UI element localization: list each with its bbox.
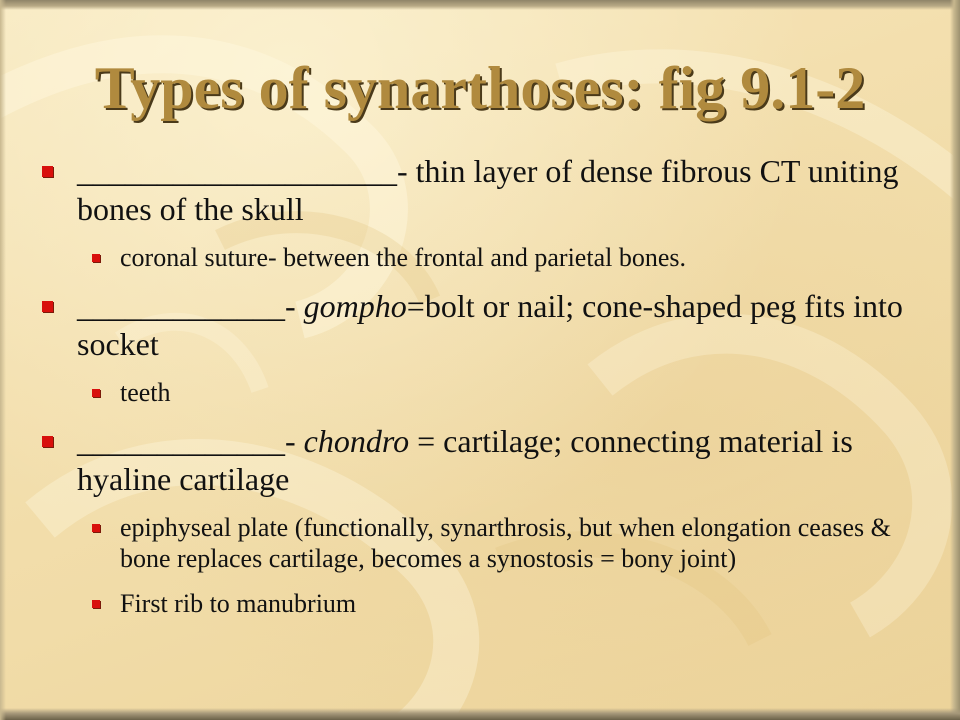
frame-top-edge — [0, 0, 960, 10]
square-bullet-icon — [92, 389, 100, 397]
square-bullet-icon — [42, 436, 53, 447]
square-bullet-icon — [92, 524, 100, 532]
sub-bullet-teeth — [40, 377, 920, 408]
sub-item-text: First rib to manubrium — [120, 589, 357, 618]
italic-term: gompho — [303, 288, 407, 324]
bullet-item-synchondroses — [40, 422, 920, 498]
slide-title: Types of synarthoses: fig 9.1-2 — [94, 55, 866, 121]
sub-bullet-epiphyseal-plate — [40, 512, 920, 574]
sub-item-text: coronal suture- between the frontal and parietal bones. — [120, 243, 686, 272]
sub-bullet-first-rib — [40, 588, 920, 619]
item-text: = cartilage; connecting material is hyaline cartilage — [77, 423, 853, 497]
sub-item-text: epiphyseal plate (functionally, synarthrosis, but when elongation ceases & bone replaces cartilage, becomes a synostosis = bony joint) — [120, 513, 891, 573]
fill-in-blank: _____________ — [77, 288, 285, 324]
fill-in-blank: _____________ — [77, 423, 285, 459]
square-bullet-icon — [92, 254, 100, 262]
item-text: - thin layer of dense fibrous CT uniting bones of the skull — [77, 153, 899, 227]
item-text: =bolt or nail; cone-shaped peg fits into socket — [77, 288, 903, 362]
slide-content — [40, 152, 920, 633]
item-prefix: - — [285, 423, 304, 459]
frame-bottom-edge — [0, 708, 960, 720]
bullet-item-sutures — [40, 152, 920, 228]
fill-in-blank: ____________________ — [77, 153, 397, 189]
bullet-item-gomphoses — [40, 287, 920, 363]
sub-item-text: teeth — [120, 378, 171, 407]
square-bullet-icon — [92, 600, 100, 608]
square-bullet-icon — [42, 166, 53, 177]
sub-bullet-coronal-suture — [40, 242, 920, 273]
square-bullet-icon — [42, 301, 53, 312]
item-prefix: - — [285, 288, 304, 324]
italic-term: chondro — [303, 423, 410, 459]
